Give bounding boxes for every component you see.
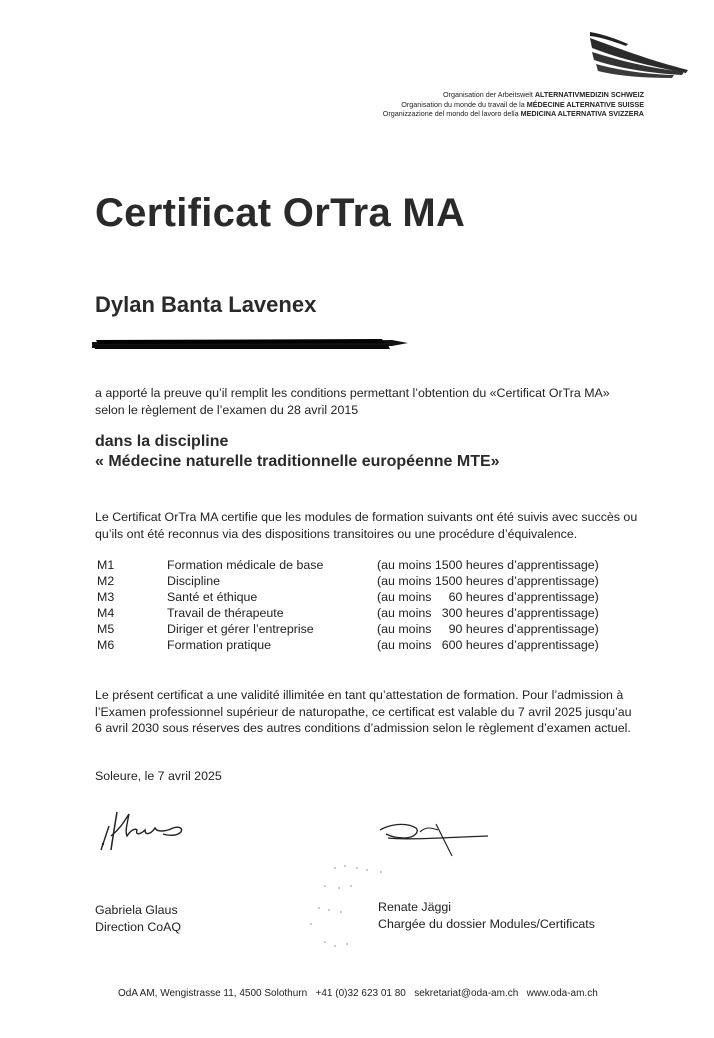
discipline-heading: dans la discipline « Médecine naturelle traditionnelle européenne MTE» bbox=[95, 433, 500, 470]
signer-right bbox=[378, 899, 595, 932]
footer-contact: OdA AM, Wengistrasse 11, 4500 Solothurn +41 (0)32 623 01 80 sekretariat@oda-am.ch www.oda-am.ch bbox=[118, 988, 598, 999]
signer-right-role: Chargée du dossier Modules/Certificats bbox=[378, 916, 595, 931]
org-line-de: Organisation der Arbeitswelt ALTERNATIVMEDIZIN SCHWEIZ bbox=[442, 90, 644, 99]
signer-left-role: Direction CoAQ bbox=[95, 919, 182, 934]
module-row: M4 Travail de thérapeute (au moins 300 heures d’apprentissage) bbox=[97, 606, 599, 620]
signer-left bbox=[95, 902, 181, 935]
org-line-it: Organizzazione del mondo del lavoro della MEDICINA ALTERNATIVA SVIZZERA bbox=[382, 109, 644, 119]
org-line-fr: Organisation du monde du travail de la MÉDECINE ALTERNATIVE SUISSE bbox=[401, 99, 644, 109]
validity-paragraph: Le présent certificat a une validité illimitée en tant qu’attestation de formation. Pour l’admission à l’Examen professionnel supérieur de naturopathe, ce certificat est valable du 7 avril 2025 jusqu’au 6 avril 2030 sous réserves des autres conditions d’admission selon le règlement d’examen actuel. bbox=[95, 688, 632, 736]
place-date: Soleure, le 7 avril 2025 bbox=[95, 769, 222, 783]
module-row: M6 Formation pratique (au moins 600 heures d’apprentissage) bbox=[97, 638, 599, 652]
signer-right-name: Renate Jäggi bbox=[378, 900, 452, 914]
signer-left-name: Gabriela Glaus bbox=[95, 903, 178, 917]
certificate-title: Certificat OrTra MA bbox=[95, 191, 466, 235]
module-row: M5 Diriger et gérer l’entreprise (au moins 90 heures d’apprentissage) bbox=[97, 622, 599, 636]
module-row: M2 Discipline (au moins 1500 heures d’apprentissage) bbox=[97, 574, 599, 588]
oda-am-logo-icon bbox=[588, 30, 692, 80]
holder-name: Dylan Banta Lavenex bbox=[95, 292, 317, 317]
intro-paragraph: a apporté la preuve qu’il remplit les conditions permettant l’obtention du «Certificat OrTra MA» selon le règlement de l’examen du 28 avril 2015 bbox=[95, 386, 610, 417]
modules-intro-paragraph: Le Certificat OrTra MA certifie que les modules de formation suivants ont été suivis avec succès ou qu’ils ont été reconnus via des dispositions transitoires ou une procédure d’équivalence. bbox=[95, 510, 638, 541]
module-row: M1 Formation médicale de base (au moins 1500 heures d’apprentissage) bbox=[97, 558, 599, 572]
redaction-bar bbox=[92, 337, 408, 351]
signature-glaus-icon bbox=[95, 806, 195, 854]
organisation-header bbox=[383, 90, 644, 119]
module-row: M3 Santé et éthique (au moins 60 heures d’apprentissage) bbox=[97, 590, 599, 604]
